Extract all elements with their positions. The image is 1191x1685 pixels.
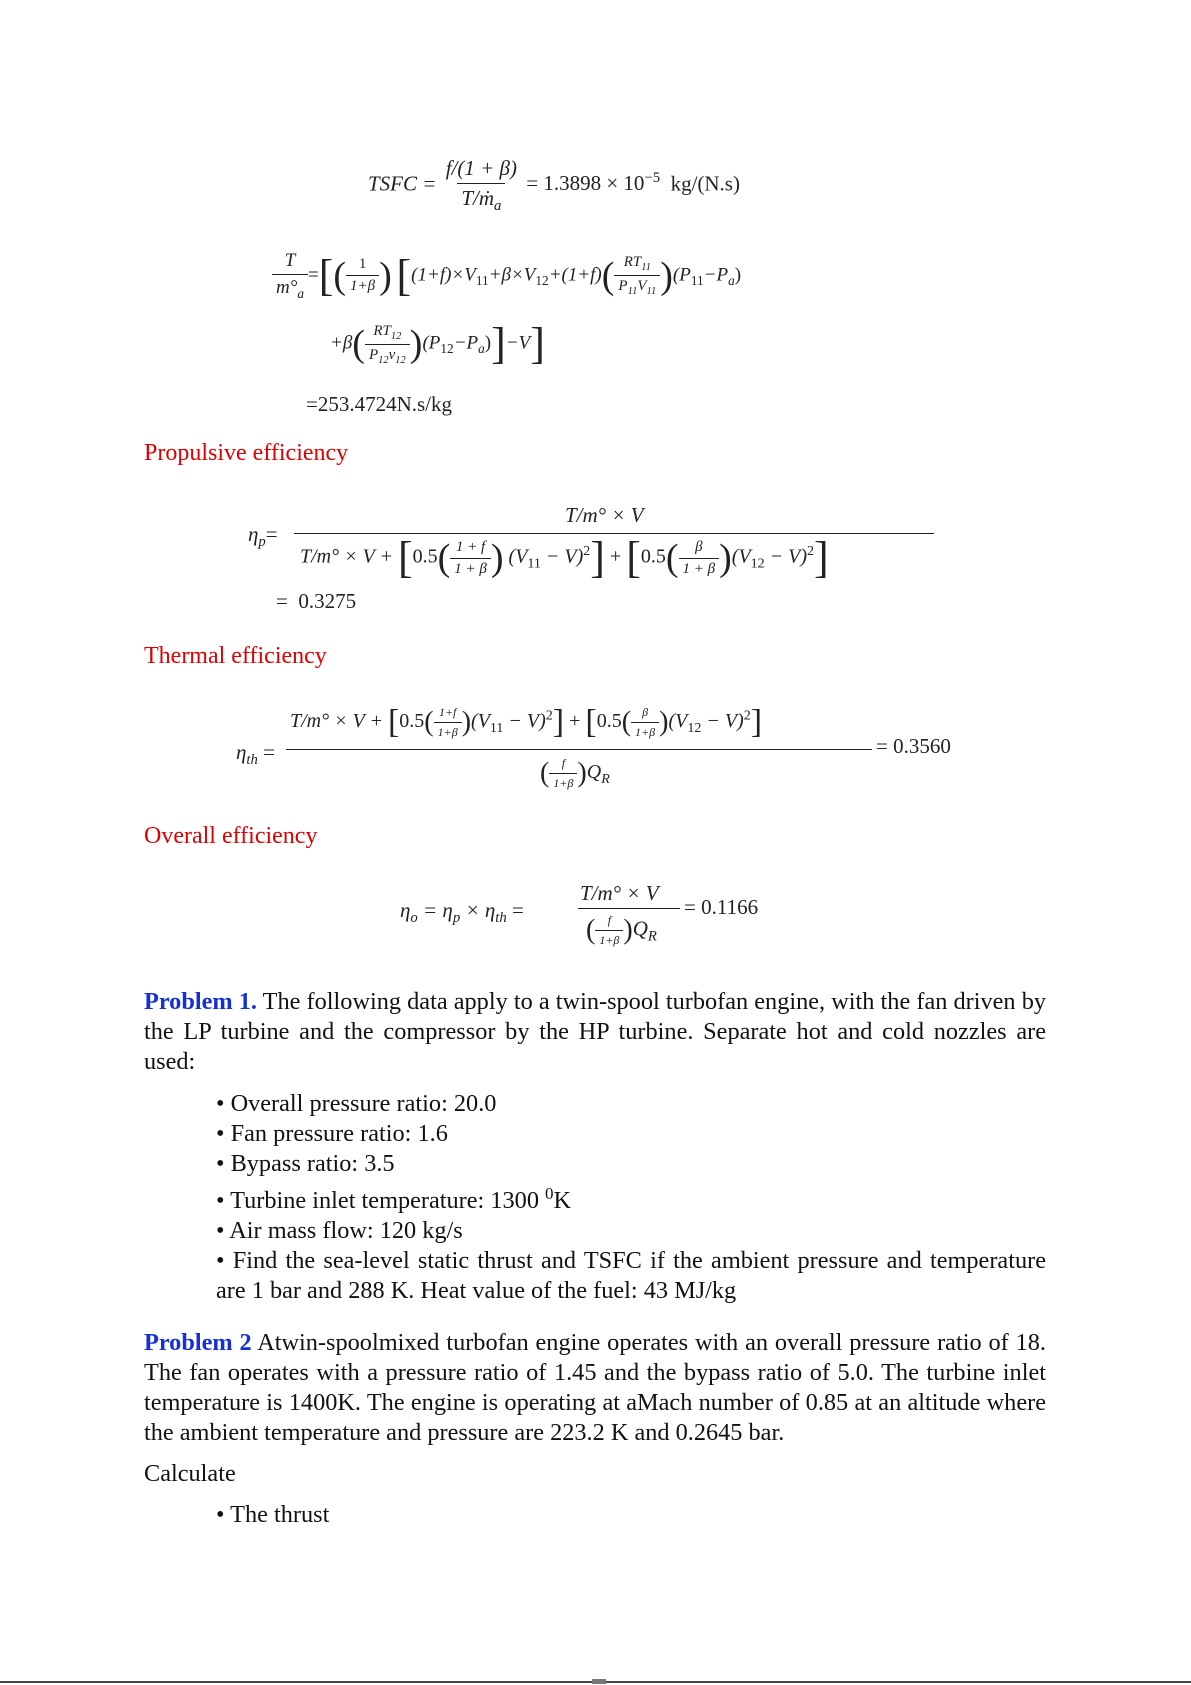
problem1-bullet-list [216,1089,1046,1306]
problem2-bullet-list [216,1500,1046,1530]
thrust-result: =253.4724N.s/kg [306,392,453,416]
calculate-label: Calculate [144,1460,236,1487]
problem1-paragraph [144,987,1046,1077]
list-item: • Air mass flow: 120 kg/s [216,1217,463,1245]
list-item: • Find the sea-level static thrust and TSFC if the ambient pressure and temperature are 1 bar and 288 K. Heat value of the fuel: 43 MJ/kg [216,1247,1046,1305]
problem1-label: Problem 1. [144,988,257,1015]
tsfc-equation [368,156,740,215]
overall-efficiency-heading: Overall efficiency [144,823,318,849]
overall-numerator: T/m° × V [580,881,659,905]
thrust-equation-line2: +β( $\frac{RT_{12}}{P_{12}v_{12}}$ )$(P_{12}-P_a)]-V$] [330,319,545,368]
overall-result: = 0.1166 [684,895,759,919]
overall-lhs: $\eta_o = \eta_p \times \eta_{th}$ = [400,898,524,927]
problem2-text: Atwin-spoolmixed turbofan engine operates with an overall pressure ratio of 18. The fan operates with a pressure ratio of 1.45 and the bypass ratio of 5.0. The turbine inlet temperature is 1400K. The engine is operating at aMach number of 0.85 at an altitude where the ambient temperature and pressure are 223.2 K and 0.2645 bar. [144,1329,1046,1446]
tsfc-fraction [442,156,521,215]
list-item: • The thrust [216,1501,330,1528]
tsfc-numerator: f/(1 + β) [445,156,517,180]
list-item: • Bypass ratio: 3.5 [216,1150,395,1177]
propulsive-lhs: $\eta_p=$ [248,522,278,551]
problem1-text: The following data apply to a twin-spool turbofan engine, with the fan driven by the LP turbine and the compressor by the HP turbine. Separate hot and cold nozzles are used: [144,988,1046,1075]
thrust-equation-line1: $\frac{T}{m^\circ_a}$ =[( $\frac{1}{1+\beta}$ ) [$(1+f)\times V_{11}+\beta\times V_{12}+(1+f)$( $\frac{RT_{11}}{P_{11}V_{11}}$ )$(P_{11}-P_a)$ [272,250,741,302]
propulsive-result: = 0.3275 [276,589,357,613]
page-bottom-tick [592,1679,606,1684]
propulsive-denominator: T/m° × V + [0.5( $\frac{1 + f}{1 + \beta}$ ) $(V_{11} - V)^2] + [0.5$( $\frac{\beta}{1 + \beta}$ )$(V_{12} - V)^2$] [300,533,829,582]
propulsive-efficiency-heading: Propulsive efficiency [144,440,349,466]
tsfc-unit: kg/(N.s) [670,171,740,196]
list-item: • Overall pressure ratio: 20.0 [216,1090,497,1117]
propulsive-numerator: T/m° × V [565,503,644,527]
list-item: • Fan pressure ratio: 1.6 [216,1120,448,1147]
thermal-efficiency-heading: Thermal efficiency [144,643,327,669]
thermal-fraction-bar [286,749,872,750]
overall-denominator: ( $\frac{f}{1+\beta}$ )$Q_R$ [586,913,657,947]
thermal-result: = 0.3560 [876,734,951,758]
problem2-label: Problem 2 [144,1329,252,1356]
thermal-denominator: ( $\frac{f}{1+\beta}$ )$Q_R$ [540,756,610,790]
tsfc-rhs: = $1.3898 \times 10^{-5}$ [526,170,661,196]
list-item: • Turbine inlet temperature: 1300 $^0$K [216,1184,572,1215]
problem2-paragraph [144,1328,1046,1448]
tsfc-denominator: T/ṁ$_a$ [457,183,505,215]
thermal-numerator: T/m° × V + [0.5( $\frac{1+f}{1+\beta}$ )$(V_{11} - V)^2] + [0.5$( $\frac{\beta}{1+\beta}$ )$(V_{12} - V)^2$] [290,703,763,741]
thrust-lhs: $\frac{T}{m^\circ_a}$ [272,250,308,302]
thermal-lhs: $\eta_{th}$ = [236,740,275,769]
tsfc-lhs: TSFC = [368,171,437,196]
overall-fraction-bar [578,908,680,909]
propulsive-fraction-bar [294,533,934,534]
